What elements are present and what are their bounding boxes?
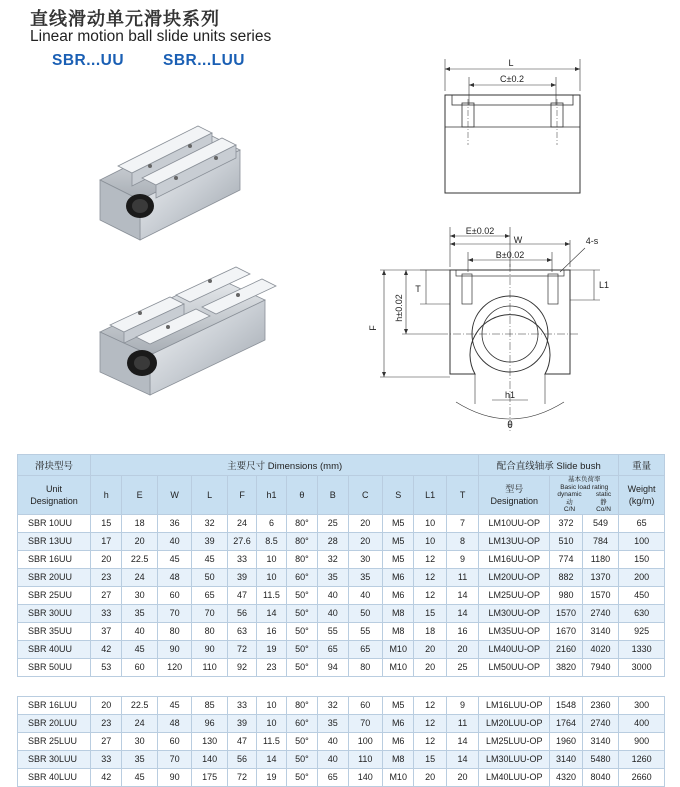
table-cell: 1764 (550, 714, 582, 732)
col-b: B (318, 476, 348, 515)
table-cell: 47 (227, 586, 256, 604)
table-cell: 65 (318, 768, 348, 786)
table-cell: M10 (382, 640, 413, 658)
table-cell: 50 (348, 604, 382, 622)
table-row (18, 550, 665, 568)
table-cell: 24 (122, 714, 157, 732)
table-cell: 85 (192, 696, 227, 714)
table-cell: 15 (91, 514, 122, 532)
table-cell: 980 (550, 586, 582, 604)
header-slide-bush: 配合直线轴承 Slide bush (479, 455, 619, 476)
table-cell: 37 (91, 622, 122, 640)
table-cell: 50° (286, 622, 317, 640)
table-cell: 20 (91, 550, 122, 568)
table-cell: 1330 (619, 640, 665, 658)
table-cell: 150 (619, 550, 665, 568)
col-dynamic: dynamic (557, 491, 582, 498)
table-cell: 16 (257, 622, 286, 640)
table-cell: 2740 (582, 714, 619, 732)
col-w: W (157, 476, 191, 515)
table-cell: 90 (157, 768, 191, 786)
table-cell-model: SBR 16UU (18, 550, 91, 568)
table-cell: M5 (382, 514, 413, 532)
front-view-drawing (360, 222, 620, 442)
table-cell-model: SBR 40UU (18, 640, 91, 658)
table-cell: 39 (227, 568, 256, 586)
table-cell: 3140 (582, 732, 619, 750)
table-cell: 80 (157, 622, 191, 640)
series-label-uu: SBR...UU (52, 52, 125, 69)
table-cell: 9 (446, 550, 478, 568)
table-cell: 28 (318, 532, 348, 550)
table-cell: 774 (550, 550, 582, 568)
table-cell: M5 (382, 550, 413, 568)
table-cell: 50° (286, 750, 317, 768)
table-cell-bush: LM20LUU-OP (479, 714, 550, 732)
col-t: T (446, 476, 478, 515)
col-s: S (382, 476, 413, 515)
table-cell: 39 (192, 532, 227, 550)
table-cell: 40 (348, 586, 382, 604)
table-cell: 11 (446, 714, 478, 732)
table-cell: 549 (582, 514, 619, 532)
table-row (18, 732, 665, 750)
table-cell: 50° (286, 658, 317, 676)
table-cell: 11.5 (257, 586, 286, 604)
table-cell: 10 (414, 532, 446, 550)
table-cell: 50° (286, 586, 317, 604)
dim-label-l1: L1 (598, 280, 610, 290)
table-cell-bush: LM30UU-OP (479, 604, 550, 622)
product-photo-sbr-luu (80, 255, 280, 405)
table-cell-bush: LM40LUU-OP (479, 768, 550, 786)
series-label-luu: SBR...LUU (163, 52, 245, 69)
header-weight-cn: 重量 (619, 455, 665, 476)
table-cell: 94 (318, 658, 348, 676)
table-cell: 10 (257, 550, 286, 568)
table-cell: M8 (382, 622, 413, 640)
table-cell: 30 (122, 732, 157, 750)
dim-label-w: W (513, 235, 523, 245)
table-row (18, 658, 665, 676)
table-cell: 65 (619, 514, 665, 532)
table-cell: 12 (414, 714, 446, 732)
table-cell: 27 (91, 586, 122, 604)
table-cell-model: SBR 13UU (18, 532, 91, 550)
table-cell-bush: LM25LUU-OP (479, 732, 550, 750)
table-row (18, 586, 665, 604)
table-cell-model: SBR 20UU (18, 568, 91, 586)
table-cell: 1670 (550, 622, 582, 640)
table-cell: 35 (122, 750, 157, 768)
dim-label-f: F (368, 325, 378, 331)
table-cell: 56 (227, 604, 256, 622)
table-cell: 22.5 (122, 550, 157, 568)
table-row (18, 714, 665, 732)
table-cell: M8 (382, 604, 413, 622)
table-row (18, 750, 665, 768)
table-cell-model: SBR 25LUU (18, 732, 91, 750)
table-cell: M6 (382, 586, 413, 604)
dim-label-l: L (508, 58, 514, 68)
table-cell: 60° (286, 714, 317, 732)
header-weight: Weight (kg/m) (619, 476, 665, 515)
table-row (18, 768, 665, 786)
table-cell: 110 (192, 658, 227, 676)
table-cell: 47 (227, 732, 256, 750)
table-cell: 22.5 (122, 696, 157, 714)
table-cell: 60 (157, 586, 191, 604)
table-cell: 72 (227, 640, 256, 658)
table-cell: M6 (382, 568, 413, 586)
table-cell-bush: LM16LUU-OP (479, 696, 550, 714)
table-cell: 65 (318, 640, 348, 658)
table-cell: 33 (91, 750, 122, 768)
table-cell: 1570 (550, 604, 582, 622)
table-cell: 784 (582, 532, 619, 550)
table-cell: 32 (318, 696, 348, 714)
table-cell: 140 (348, 768, 382, 786)
col-static: static (595, 491, 612, 498)
table-cell: 175 (192, 768, 227, 786)
table-cell: 20 (414, 768, 446, 786)
table-cell: 11 (446, 568, 478, 586)
table-cell: 9 (446, 696, 478, 714)
table-cell: 2160 (550, 640, 582, 658)
table-cell: 45 (157, 550, 191, 568)
table-cell: 23 (91, 714, 122, 732)
table-cell: 90 (192, 640, 227, 658)
top-view-drawing (430, 55, 610, 205)
table-cell: 80 (348, 658, 382, 676)
table-cell: 50° (286, 768, 317, 786)
spec-table (17, 454, 665, 787)
table-cell: 8040 (582, 768, 619, 786)
table-cell: 60 (348, 696, 382, 714)
table-cell: 3140 (582, 622, 619, 640)
table-cell: 55 (318, 622, 348, 640)
table-cell: 60 (122, 658, 157, 676)
table-cell: 70 (192, 604, 227, 622)
col-h: h (91, 476, 122, 515)
table-cell: 14 (257, 604, 286, 622)
table-cell: M8 (382, 750, 413, 768)
table-cell: 50° (286, 640, 317, 658)
table-cell: 400 (619, 714, 665, 732)
table-cell: 35 (348, 568, 382, 586)
table-cell: 1180 (582, 550, 619, 568)
table-cell: 3000 (619, 658, 665, 676)
table-cell: 12 (414, 696, 446, 714)
table-cell: 20 (414, 640, 446, 658)
table-row (18, 640, 665, 658)
table-cell: 4020 (582, 640, 619, 658)
table-cell: 24 (227, 514, 256, 532)
table-cell: 1548 (550, 696, 582, 714)
table-cell: 63 (227, 622, 256, 640)
table-cell: 900 (619, 732, 665, 750)
table-cell: M5 (382, 696, 413, 714)
table-cell: 33 (91, 604, 122, 622)
table-cell: 12 (414, 586, 446, 604)
table-cell: 80° (286, 696, 317, 714)
table-row (18, 514, 665, 532)
table-cell: 1570 (582, 586, 619, 604)
table-cell: 35 (318, 714, 348, 732)
table-cell: 16 (446, 622, 478, 640)
table-cell: 42 (91, 768, 122, 786)
page-title-en: Linear motion ball slide units series (30, 28, 272, 45)
table-cell: 23 (91, 568, 122, 586)
table-cell: 65 (192, 586, 227, 604)
table-cell: 55 (348, 622, 382, 640)
table-cell: 32 (192, 514, 227, 532)
table-cell: 92 (227, 658, 256, 676)
table-cell: 2740 (582, 604, 619, 622)
table-cell: 35 (318, 568, 348, 586)
table-cell: 20 (446, 768, 478, 786)
table-row (18, 568, 665, 586)
page-title-cn: 直线滑动单元滑块系列 (30, 9, 220, 30)
table-cell: 100 (619, 532, 665, 550)
table-cell-model: SBR 30LUU (18, 750, 91, 768)
table-cell: 3820 (550, 658, 582, 676)
table-cell: 53 (91, 658, 122, 676)
table-cell: 72 (227, 768, 256, 786)
table-cell: 14 (446, 732, 478, 750)
table-cell: 12 (414, 568, 446, 586)
table-cell: 17 (91, 532, 122, 550)
table-cell: 14 (257, 750, 286, 768)
table-row (18, 696, 665, 714)
table-cell: 20 (414, 658, 446, 676)
table-cell-bush: LM10UU-OP (479, 514, 550, 532)
table-cell: M5 (382, 532, 413, 550)
table-cell: 2360 (582, 696, 619, 714)
col-load-rating: 基本负荷率 Basic load rating dynamic 动 C/N static 静 Co/N (550, 476, 619, 515)
table-cell: 60 (157, 732, 191, 750)
table-cell-model: SBR 30UU (18, 604, 91, 622)
table-cell: 40 (318, 604, 348, 622)
table-cell: 14 (446, 604, 478, 622)
table-cell: 40 (318, 586, 348, 604)
table-cell: 8 (446, 532, 478, 550)
table-cell: 15 (414, 750, 446, 768)
table-cell: 5480 (582, 750, 619, 768)
table-cell: 10 (257, 696, 286, 714)
table-cell: 80 (192, 622, 227, 640)
table-cell: 1260 (619, 750, 665, 768)
table-cell: 20 (348, 532, 382, 550)
dim-label-theta: θ (507, 420, 513, 431)
table-cell: 32 (318, 550, 348, 568)
table-cell-bush: LM50UU-OP (479, 658, 550, 676)
table-cell: 40 (122, 622, 157, 640)
table-cell: 80° (286, 532, 317, 550)
dim-label-holes: 4-s (585, 236, 599, 246)
table-cell: 56 (227, 750, 256, 768)
table-cell: 1370 (582, 568, 619, 586)
table-cell-model: SBR 25UU (18, 586, 91, 604)
table-cell: 60° (286, 568, 317, 586)
table-cell: 25 (318, 514, 348, 532)
table-cell: 19 (257, 768, 286, 786)
table-cell: 12 (414, 732, 446, 750)
table-cell: 80° (286, 514, 317, 532)
table-cell-model: SBR 16LUU (18, 696, 91, 714)
table-body (18, 514, 665, 786)
table-cell: 50° (286, 604, 317, 622)
table-cell: 45 (192, 550, 227, 568)
table-cell: 882 (550, 568, 582, 586)
table-row (18, 604, 665, 622)
table-cell: 45 (122, 640, 157, 658)
table-cell: 300 (619, 696, 665, 714)
table-cell: 45 (157, 696, 191, 714)
table-cell: M10 (382, 768, 413, 786)
table-cell-model: SBR 35UU (18, 622, 91, 640)
table-cell: 19 (257, 640, 286, 658)
table-cell: 7 (446, 514, 478, 532)
table-cell: 140 (192, 750, 227, 768)
table-cell: 200 (619, 568, 665, 586)
table-cell: 36 (157, 514, 191, 532)
table-cell-model: SBR 20LUU (18, 714, 91, 732)
dim-label-t: T (415, 284, 421, 294)
table-cell: 40 (318, 732, 348, 750)
table-cell: 48 (157, 714, 191, 732)
table-cell: 2660 (619, 768, 665, 786)
table-cell: 10 (257, 568, 286, 586)
table-cell: 630 (619, 604, 665, 622)
table-cell: 14 (446, 586, 478, 604)
header-dimensions: 主要尺寸 Dimensions (mm) (91, 455, 479, 476)
table-cell: 70 (157, 604, 191, 622)
table-cell: 510 (550, 532, 582, 550)
table-cell: 42 (91, 640, 122, 658)
dim-label-h1: h1 (504, 390, 516, 400)
table-cell-bush: LM13UU-OP (479, 532, 550, 550)
col-f: F (227, 476, 256, 515)
table-cell: 20 (348, 514, 382, 532)
table-cell: 50° (286, 732, 317, 750)
table-cell: 4320 (550, 768, 582, 786)
table-row (18, 622, 665, 640)
table-cell: 50 (192, 568, 227, 586)
table-cell-model: SBR 50UU (18, 658, 91, 676)
table-group-gap (18, 676, 665, 696)
table-cell: 80° (286, 550, 317, 568)
table-cell: 30 (348, 550, 382, 568)
table-cell: 35 (122, 604, 157, 622)
table-cell: 20 (122, 532, 157, 550)
table-cell-bush: LM35UU-OP (479, 622, 550, 640)
table-cell: 100 (348, 732, 382, 750)
table-cell: 20 (91, 696, 122, 714)
table-gap-cell (18, 676, 665, 696)
dim-label-b: B±0.02 (495, 250, 525, 260)
table-cell: 39 (227, 714, 256, 732)
table-cell: 1960 (550, 732, 582, 750)
table-cell: 10 (414, 514, 446, 532)
col-theta: θ (286, 476, 317, 515)
col-l1: L1 (414, 476, 446, 515)
table-cell: 48 (157, 568, 191, 586)
table-cell: M6 (382, 732, 413, 750)
table-cell: 27 (91, 732, 122, 750)
table-cell: 12 (414, 550, 446, 568)
table-cell: M6 (382, 714, 413, 732)
table-cell: 45 (122, 768, 157, 786)
col-h1: h1 (257, 476, 286, 515)
dim-label-c: C±0.2 (500, 74, 524, 84)
table-cell: 40 (318, 750, 348, 768)
table-cell: 15 (414, 604, 446, 622)
col-c: C (348, 476, 382, 515)
table-cell: 33 (227, 550, 256, 568)
table-cell: 25 (446, 658, 478, 676)
table-cell: 70 (157, 750, 191, 768)
table-cell: 120 (157, 658, 191, 676)
table-cell: 20 (446, 640, 478, 658)
table-cell: 11.5 (257, 732, 286, 750)
table-cell-model: SBR 10UU (18, 514, 91, 532)
table-row (18, 532, 665, 550)
table-cell: 24 (122, 568, 157, 586)
dim-label-e: E±0.02 (465, 226, 495, 236)
table-cell: 110 (348, 750, 382, 768)
table-cell: 70 (348, 714, 382, 732)
table-cell: 23 (257, 658, 286, 676)
header-unit-designation: Unit Designation (18, 476, 91, 515)
table-cell: 18 (122, 514, 157, 532)
table-cell: 33 (227, 696, 256, 714)
table-cell-bush: LM20UU-OP (479, 568, 550, 586)
table-cell: 96 (192, 714, 227, 732)
table-cell-bush: LM25UU-OP (479, 586, 550, 604)
table-cell: 925 (619, 622, 665, 640)
table-cell: 7940 (582, 658, 619, 676)
col-bush-designation: 型号 Designation (479, 476, 550, 515)
header-unit-cn: 滑块型号 (18, 455, 91, 476)
table-cell: 450 (619, 586, 665, 604)
table-cell-bush: LM16UU-OP (479, 550, 550, 568)
table-cell: 30 (122, 586, 157, 604)
col-e: E (122, 476, 157, 515)
table-cell-bush: LM30LUU-OP (479, 750, 550, 768)
col-l: L (192, 476, 227, 515)
table-cell: 40 (157, 532, 191, 550)
table-cell: 372 (550, 514, 582, 532)
table-cell: 10 (257, 714, 286, 732)
table-cell: 6 (257, 514, 286, 532)
table-cell: 90 (157, 640, 191, 658)
table-cell: 8.5 (257, 532, 286, 550)
table-cell: 18 (414, 622, 446, 640)
table-cell: 3140 (550, 750, 582, 768)
table-cell: 27.6 (227, 532, 256, 550)
product-photo-sbr-uu (80, 100, 280, 250)
table-cell: 65 (348, 640, 382, 658)
table-cell-model: SBR 40LUU (18, 768, 91, 786)
table-cell-bush: LM40UU-OP (479, 640, 550, 658)
table-cell: M10 (382, 658, 413, 676)
table-cell: 14 (446, 750, 478, 768)
dim-label-h: h±0.02 (394, 294, 404, 322)
table-cell: 130 (192, 732, 227, 750)
